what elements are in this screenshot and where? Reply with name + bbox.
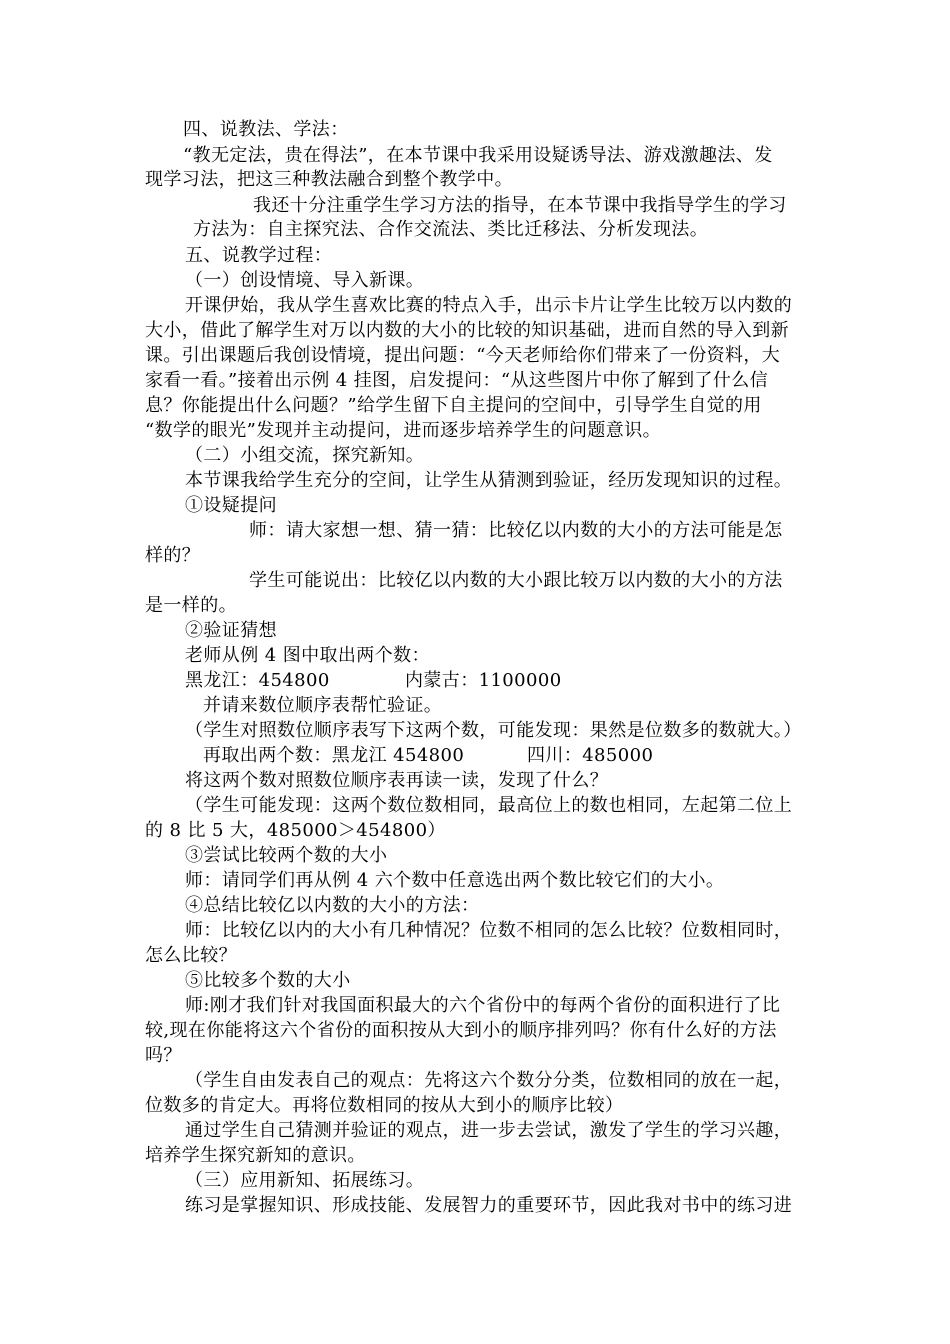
number-sichuan: 四川：485000	[527, 745, 654, 766]
number-heilongjiang-2: 再取出两个数：黑龙江 454800	[203, 745, 465, 766]
paragraph-line: 的 8 比 5 大，485000＞454800）	[145, 820, 446, 841]
paragraph-line: 师:刚才我们针对我国面积最大的六个省份中的每两个省份的面积进行了比	[185, 995, 781, 1016]
paragraph-line: 位数多的肯定大。再将位数相同的按从大到小的顺序比较）	[145, 1095, 624, 1116]
paragraph-line: 并请来数位顺序表帮忙验证。	[203, 695, 443, 716]
paragraph-line: 本节课我给学生充分的空间，让学生从猜测到验证，经历发现知识的过程。	[185, 470, 793, 491]
paragraph-line: 学生可能说出：比较亿以内数的大小跟比较万以内数的大小的方法	[249, 570, 783, 591]
paragraph-line: 将这两个数对照数位顺序表再读一读，发现了什么？	[185, 770, 609, 791]
paragraph-line: 吗？	[145, 1045, 182, 1066]
paragraph-line: 培养学生探究新知的意识。	[145, 1145, 366, 1166]
step3-heading: （三）应用新知、拓展练习。	[185, 1170, 425, 1191]
paragraph-line: 是一样的。	[145, 595, 237, 616]
sub4-heading: ④总结比较亿以内数的大小的方法：	[185, 895, 480, 916]
paragraph-line: （学生可能发现：这两个数位数相同，最高位上的数也相同，左起第二位上	[185, 795, 793, 816]
sub5-heading: ⑤比较多个数的大小	[185, 970, 351, 991]
section5-heading: 五、说教学过程：	[185, 245, 333, 266]
paragraph-line: 较,现在你能将这六个省份的面积按从大到小的顺序排列吗？你有什么好的方法	[145, 1020, 777, 1041]
paragraph-line: 师：请大家想一想、猜一猜：比较亿以内数的大小的方法可能是怎	[249, 520, 783, 541]
paragraph-line: 开课伊始，我从学生喜欢比赛的特点入手，出示卡片让学生比较万以内数的	[185, 295, 793, 316]
paragraph-line: 样的？	[145, 545, 201, 566]
paragraph-line: 我还十分注重学生学习方法的指导，在本节课中我指导学生的学习	[253, 195, 787, 216]
paragraph-line: 怎么比较？	[145, 945, 237, 966]
step1-heading: （一）创设情境、导入新课。	[185, 270, 425, 291]
paragraph-line: 通过学生自己猜测并验证的观点，进一步去尝试，激发了学生的学习兴趣，	[185, 1120, 793, 1141]
paragraph-line: 方法为：自主探究法、合作交流法、类比迁移法、分析发现法。	[193, 219, 709, 240]
sub3-heading: ③尝试比较两个数的大小	[185, 845, 388, 866]
paragraph-line: “数学的眼光”发现并主动提问，进而逐步培养学生的问题意识。	[145, 420, 662, 441]
number-neimenggu: 内蒙古：1100000	[405, 670, 562, 691]
paragraph-line: 现学习法，把这三种教法融合到整个教学中。	[145, 169, 513, 190]
number-heilongjiang: 黑龙江：454800	[185, 670, 330, 691]
sub2-heading: ②验证猜想	[185, 620, 277, 641]
paragraph-line: （学生自由发表自己的观点：先将这六个数分分类，位数相同的放在一起，	[185, 1070, 793, 1091]
paragraph-line: 大小，借此了解学生对万以内数的大小的比较的知识基础，进而自然的导入到新	[145, 320, 789, 341]
section4-heading: 四、说教法、学法：	[183, 119, 349, 140]
sub1-heading: ①设疑提问	[185, 495, 277, 516]
paragraph-line: 家看一看。”接着出示例 4 挂图，启发提问：“从这些图片中你了解到了什么信	[145, 370, 769, 391]
paragraph-line: 师：比较亿以内的大小有几种情况？位数不相同的怎么比较？位数相同时，	[185, 920, 793, 941]
paragraph-line: 练习是掌握知识、形成技能、发展智力的重要环节，因此我对书中的练习进	[185, 1195, 793, 1216]
paragraph-line: （学生对照数位顺序表写下这两个数，可能发现：果然是位数多的数就大。）	[185, 720, 802, 741]
step2-heading: （二）小组交流，探究新知。	[185, 445, 425, 466]
paragraph-line: 老师从例 4 图中取出两个数：	[185, 645, 430, 666]
paragraph-line: “教无定法，贵在得法”，在本节课中我采用设疑诱导法、游戏激趣法、发	[183, 145, 773, 166]
paragraph-line: 课。引出课题后我创设情境，提出问题：“今天老师给你们带来了一份资料，大	[145, 345, 781, 366]
paragraph-line: 师：请同学们再从例 4 六个数中任意选出两个数比较它们的大小。	[185, 870, 725, 891]
paragraph-line: 息？你能提出什么问题？”给学生留下自主提问的空间中，引导学生自觉的用	[145, 395, 762, 416]
